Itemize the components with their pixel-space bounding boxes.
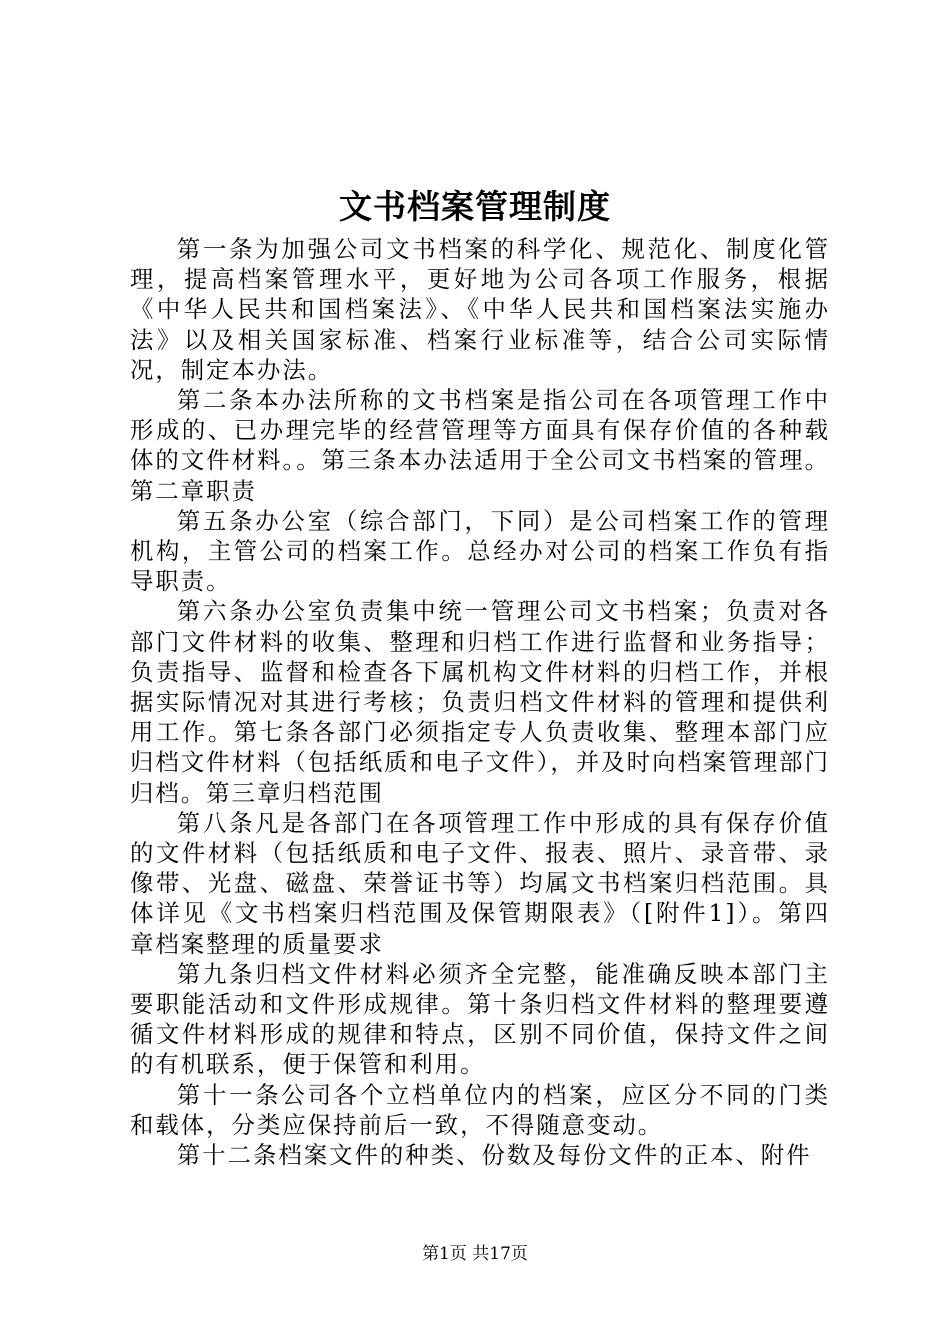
paragraph-article-6-7: 第六条办公室负责集中统一管理公司文书档案；负责对各部门文件材料的收集、整理和归档工作进行监督和业务指导；负责指导、监督和检查各下属机构文件材料的归档工作，并根据实际情况对其进行考核；负责归档文件材料的管理和提供利用工作。第七条各部门必须指定专人负责收集、整理本部门应归档文件材料（包括纸质和电子文件），并及时向档案管理部门归档。第三章归档范围: [130, 597, 830, 807]
paragraph-article-9-10: 第九条归档文件材料必须齐全完整，能准确反映本部门主要职能活动和文件形成规律。第十条归档文件材料的整理要遵循文件材料形成的规律和特点，区别不同价值，保持文件之间的有机联系，便于保管和利用。: [130, 959, 830, 1079]
paragraph-article-2-3: 第二条本办法所称的文书档案是指公司在各项管理工作中形成的、已办理完毕的经营管理等方面具有保存价值的各种载体的文件材料。。第三条本办法适用于全公司文书档案的管理。第二章职责: [130, 386, 830, 505]
document-body: [130, 234, 830, 1170]
paragraph-article-5: 第五条办公室（综合部门，下同）是公司档案工作的管理机构，主管公司的档案工作。总经办对公司的档案工作负有指导职责。: [130, 506, 830, 596]
document-title: 文书档案管理制度: [339, 187, 611, 226]
paragraph-article-8: 第八条凡是各部门在各项管理工作中形成的具有保存价值的文件材料（包括纸质和电子文件、报表、照片、录音带、录像带、光盘、磁盘、荣誉证书等）均属文书档案归档范围。具体详见《文书档案归档范围及保管期限表》（[附件1]）。第四章档案整理的质量要求: [130, 808, 830, 958]
paragraph-article-11: 第十一条公司各个立档单位内的档案，应区分不同的门类和载体，分类应保持前后一致，不得随意变动。: [130, 1080, 830, 1139]
paragraph-article-12: 第十二条档案文件的种类、份数及每份文件的正本、附件: [176, 1141, 812, 1170]
page-number-footer: 第1页 共17页: [422, 1244, 528, 1264]
paragraph-article-1: 第一条为加强公司文书档案的科学化、规范化、制度化管理，提高档案管理水平，更好地为公司各项工作服务，根据《中华人民共和国档案法》、《中华人民共和国档案法实施办法》以及相关国家标准、档案行业标准等，结合公司实际情况，制定本办法。: [130, 235, 830, 384]
